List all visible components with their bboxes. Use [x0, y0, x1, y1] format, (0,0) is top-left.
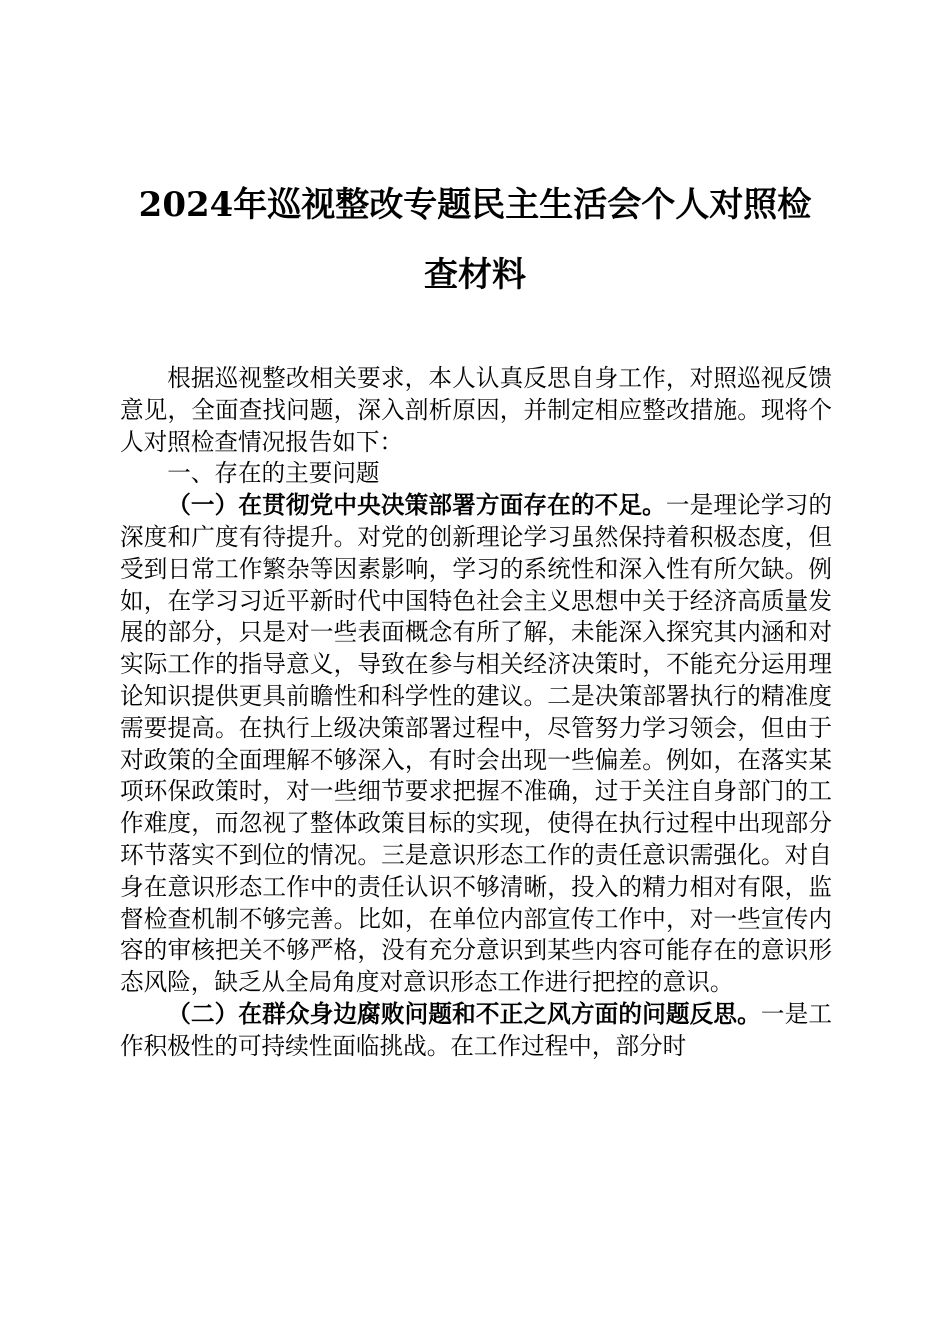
subsection-1-body: 一是理论学习的深度和广度有待提升。对党的创新理论学习虽然保持着积极态度，但受到日常工作繁杂等因素影响，学习的系统性和深入性有所欠缺。例如，在学习习近平新时代中国特色社会主义思想中关于经济高质量发展的部分，只是对一些表面概念有所了解，未能深入探究其内涵和对实际工作的指导意义，导致在参与相关经济决策时，不能充分运用理论知识提供更具前瞻性和科学性的建议。二是决策部署执行的精准度需要提高。在执行上级决策部署过程中，尽管努力学习领会，但由于对政策的全面理解不够深入，有时会出现一些偏差。例如，在落实某项环保政策时，对一些细节要求把握不准确，过于关注自身部门的工作难度，而忽视了整体政策目标的实现，使得在执行过程中出现部分环节落实不到位的情况。三是意识形态工作的责任意识需强化。对自身在意识形态工作中的责任认识不够清晰，投入的精力相对有限，监督检查机制不够完善。比如，在单位内部宣传工作中，对一些宣传内容的审核把关不够严格，没有充分意识到某些内容可能存在的意识形态风险，缺乏从全局角度对意识形态工作进行把控的意识。 [120, 491, 833, 997]
intro-paragraph: 根据巡视整改相关要求，本人认真反思自身工作，对照巡视反馈意见，全面查找问题，深入剖析原因，并制定相应整改措施。现将个人对照检查情况报告如下： [120, 364, 832, 456]
subsection-2-paragraph [120, 999, 832, 1063]
subsection-2-body: 一是工作积极性的可持续性面临挑战。在工作过程中，部分时 [120, 999, 832, 1060]
section-heading: 一、存在的主要问题 [167, 459, 380, 488]
document-body [120, 363, 832, 1063]
subsection-1-paragraph [120, 490, 832, 999]
title-line-1: 2024年巡视整改专题民主生活会个人对照检 [138, 185, 812, 225]
subsection-1-heading: （一）在贯彻党中央决策部署方面存在的不足。 [167, 491, 666, 520]
title-line-2: 查材料 [424, 255, 526, 295]
subsection-2-heading: （二）在群众身边腐败问题和不正之风方面的问题反思。 [167, 999, 761, 1028]
document-title [120, 170, 830, 310]
